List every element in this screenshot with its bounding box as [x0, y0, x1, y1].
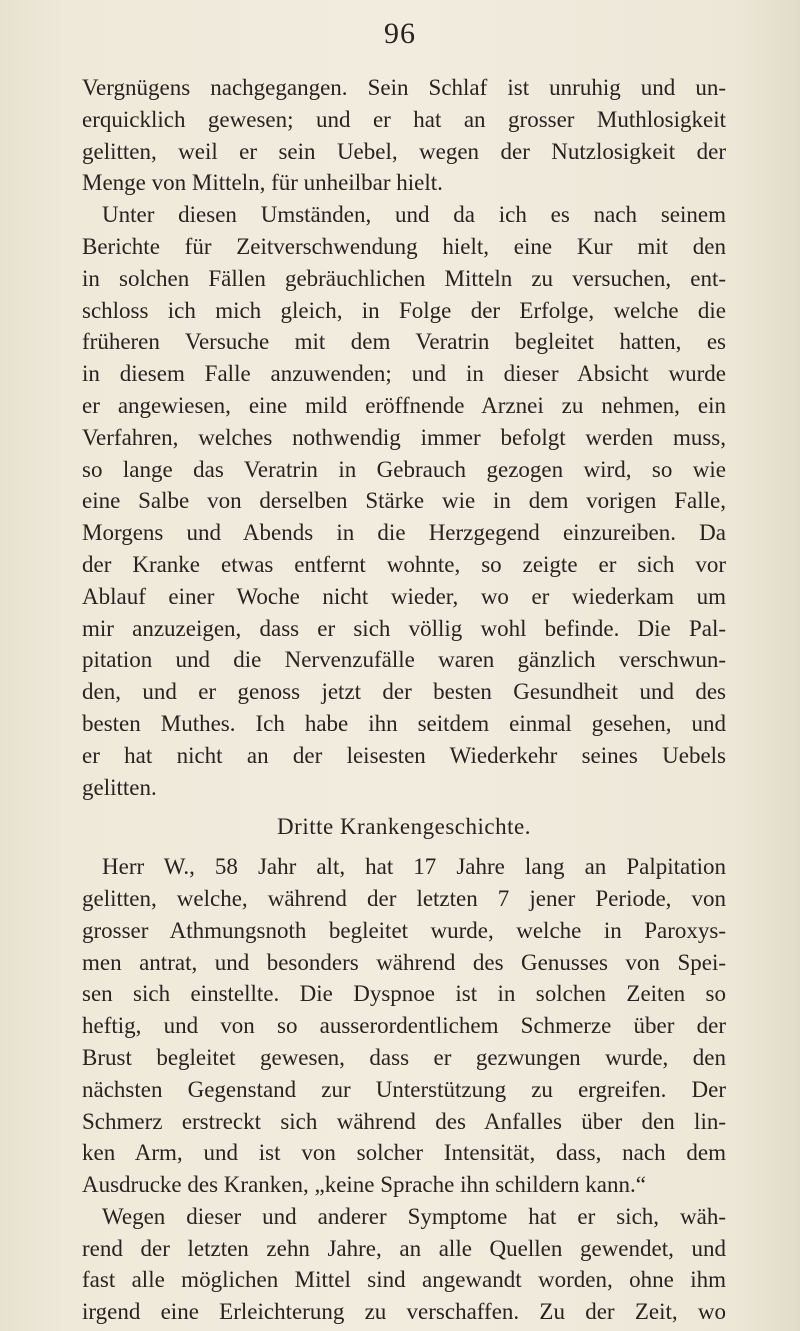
text-line: Verfahren, welches nothwendig immer befolgt werden muss, — [82, 424, 726, 450]
text-line: sen sich einstellte. Die Dyspnoe ist in solchen Zeiten so — [82, 981, 726, 1007]
text-line: gelitten, weil er sein Uebel, wegen der Nutzlosigkeit der — [82, 138, 726, 164]
text-line: Herr W., 58 Jahr alt, hat 17 Jahre lang an Palpitation — [102, 854, 726, 880]
text-line: nächsten Gegenstand zur Unterstützung zu ergreifen. Der — [82, 1076, 726, 1102]
text-line: men antrat, und besonders während des Genusses von Spei- — [82, 949, 726, 975]
text-line: der Kranke etwas entfernt wohnte, so zeigte er sich vor — [82, 551, 726, 577]
text-line: Unter diesen Umständen, und da ich es nach seinem — [102, 202, 726, 228]
text-line: den, und er genoss jetzt der besten Gesundheit und des — [82, 679, 726, 705]
text-line: in diesem Falle anzuwenden; und in dieser Absicht wurde — [82, 361, 726, 387]
text-line: irgend eine Erleichterung zu verschaffen. Zu der Zeit, wo — [82, 1299, 726, 1325]
text-line: gelitten, welche, während der letzten 7 jener Periode, von — [82, 885, 726, 911]
text-line: früheren Versuche mit dem Veratrin begleitet hatten, es — [82, 329, 726, 355]
page-number: 96 — [384, 17, 416, 50]
text-line: Berichte für Zeitverschwendung hielt, eine Kur mit den — [82, 233, 726, 259]
text-line: erquicklich gewesen; und er hat an grosser Muthlosigkeit — [82, 106, 726, 132]
text-line: ken Arm, und ist von solcher Intensität, dass, nach dem — [82, 1140, 726, 1166]
text-line: fast alle möglichen Mittel sind angewandt worden, ohne ihm — [82, 1267, 726, 1293]
text-line: Wegen dieser und anderer Symptome hat er sich, wäh- — [102, 1203, 726, 1229]
text-line: in solchen Fällen gebräuchlichen Mitteln zu versuchen, ent- — [82, 265, 726, 291]
text-line: eine Salbe von derselben Stärke wie in dem vorigen Falle, — [82, 488, 726, 514]
text-line: er angewiesen, eine mild eröffnende Arznei zu nehmen, ein — [82, 392, 726, 418]
text-line: besten Muthes. Ich habe ihn seitdem einmal gesehen, und — [82, 710, 726, 736]
text-line: pitation und die Nervenzufälle waren gänzlich verschwun- — [82, 647, 726, 673]
text-line: schloss ich mich gleich, in Folge der Erfolge, welche die — [82, 297, 726, 323]
text-line: heftig, und von so ausserordentlichem Schmerze über der — [82, 1013, 726, 1039]
text-line: Ablauf einer Woche nicht wieder, wo er wiederkam um — [82, 583, 726, 609]
text-line: er hat nicht an der leisesten Wiederkehr seines Uebels — [82, 742, 726, 768]
text-line: rend der letzten zehn Jahre, an alle Quellen gewendet, und — [82, 1235, 726, 1261]
text-line: Ausdrucke des Kranken, „keine Sprache ihn schildern kann.“ — [82, 1172, 646, 1198]
text-line: so lange das Veratrin in Gebrauch gezogen wird, so wie — [82, 456, 726, 482]
text-line: Schmerz erstreckt sich während des Anfalles über den lin- — [82, 1108, 726, 1134]
text-line: Vergnügens nachgegangen. Sein Schlaf ist unruhig und un- — [82, 75, 726, 100]
text-line: grosser Athmungsnoth begleitet wurde, welche in Paroxys- — [82, 917, 726, 943]
section-heading: Dritte Krankengeschichte. — [277, 814, 531, 840]
text-line: Morgens und Abends in die Herzgegend einzureiben. Da — [82, 520, 726, 546]
body-text — [82, 72, 726, 1328]
text-line: Menge von Mitteln, für unheilbar hielt. — [82, 170, 443, 196]
text-line: Brust begleitet gewesen, dass er gezwungen wurde, den — [82, 1044, 726, 1070]
text-line: gelitten. — [82, 774, 157, 800]
text-line: mir anzuzeigen, dass er sich völlig wohl befinde. Die Pal- — [82, 615, 726, 641]
